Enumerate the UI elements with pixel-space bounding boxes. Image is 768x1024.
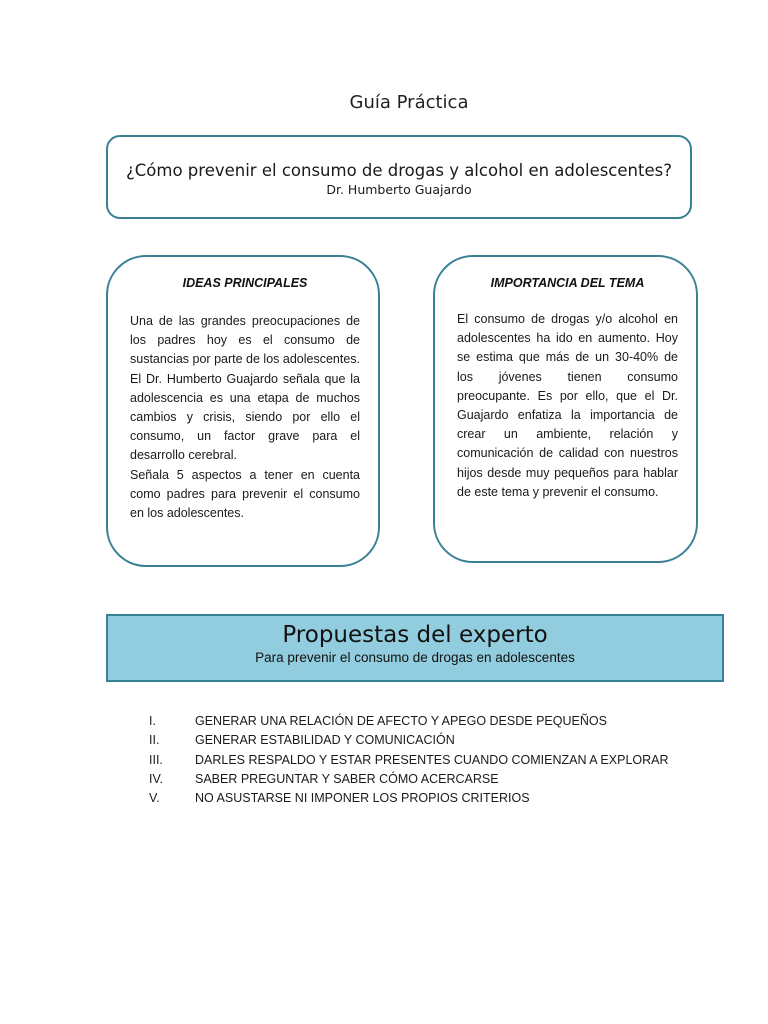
proposal-item [149,712,669,731]
proposal-number: V. [149,791,160,806]
proposal-text: GENERAR UNA RELACIÓN DE AFECTO Y APEGO DESDE PEQUEÑOS [195,714,607,728]
proposal-number: IV. [149,771,164,786]
header-question: ¿Cómo prevenir el consumo de drogas y alcohol en adolescentes? [126,161,672,180]
proposal-item [149,770,669,789]
experto-title: Propuestas del experto [282,622,548,648]
page-title: Guía Práctica [349,92,469,113]
experto-banner [106,614,724,682]
proposal-item [149,751,669,770]
ideas-principales-text: Una de las grandes preocupaciones de los padres hoy es el consumo de sustancias por parte de los adolescentes. El Dr. Humberto Guajardo señala que la adolescencia es una etapa de muchos cambios y crisis, siendo por ello el consumo, un factor grave para el desarrollo cerebral. Señala 5 aspectos a tener en cuenta como padres para prevenir el consumo en los adolescentes. [130,314,360,521]
proposal-item [149,789,669,808]
importancia-tema-text: El consumo de drogas y/o alcohol en adolescentes ha ido en aumento. Hoy se estima que más de un 30-40% de los jóvenes tienen consumo preocupante. Es por ello, que el Dr. Guajardo enfatiza la importancia de crear un ambiente, relación y comunicación de calidad con nuestros hijos desde muy pequeños para hablar de este tema y prevenir el consumo. [457,312,678,499]
experto-subtitle: Para prevenir el consumo de drogas en adolescentes [255,650,575,665]
proposal-text: DARLES RESPALDO Y ESTAR PRESENTES CUANDO COMIENZAN A EXPLORAR [195,752,669,767]
proposal-item [149,731,669,750]
proposal-number: I. [149,714,156,728]
proposal-text: NO ASUSTARSE NI IMPONER LOS PROPIOS CRITERIOS [195,791,530,806]
proposal-list [149,712,669,808]
proposal-number: III. [149,752,163,767]
importancia-tema-title: IMPORTANCIA DEL TEMA [490,276,645,290]
proposal-number: II. [149,733,160,748]
ideas-principales-card [106,255,380,567]
proposal-text: GENERAR ESTABILIDAD Y COMUNICACIÓN [195,733,455,748]
importancia-tema-card [433,255,698,563]
ideas-principales-title: IDEAS PRINCIPALES [182,276,308,290]
header-box [106,135,692,219]
proposal-text: SABER PREGUNTAR Y SABER CÓMO ACERCARSE [195,771,499,786]
header-author: Dr. Humberto Guajardo [326,182,472,197]
